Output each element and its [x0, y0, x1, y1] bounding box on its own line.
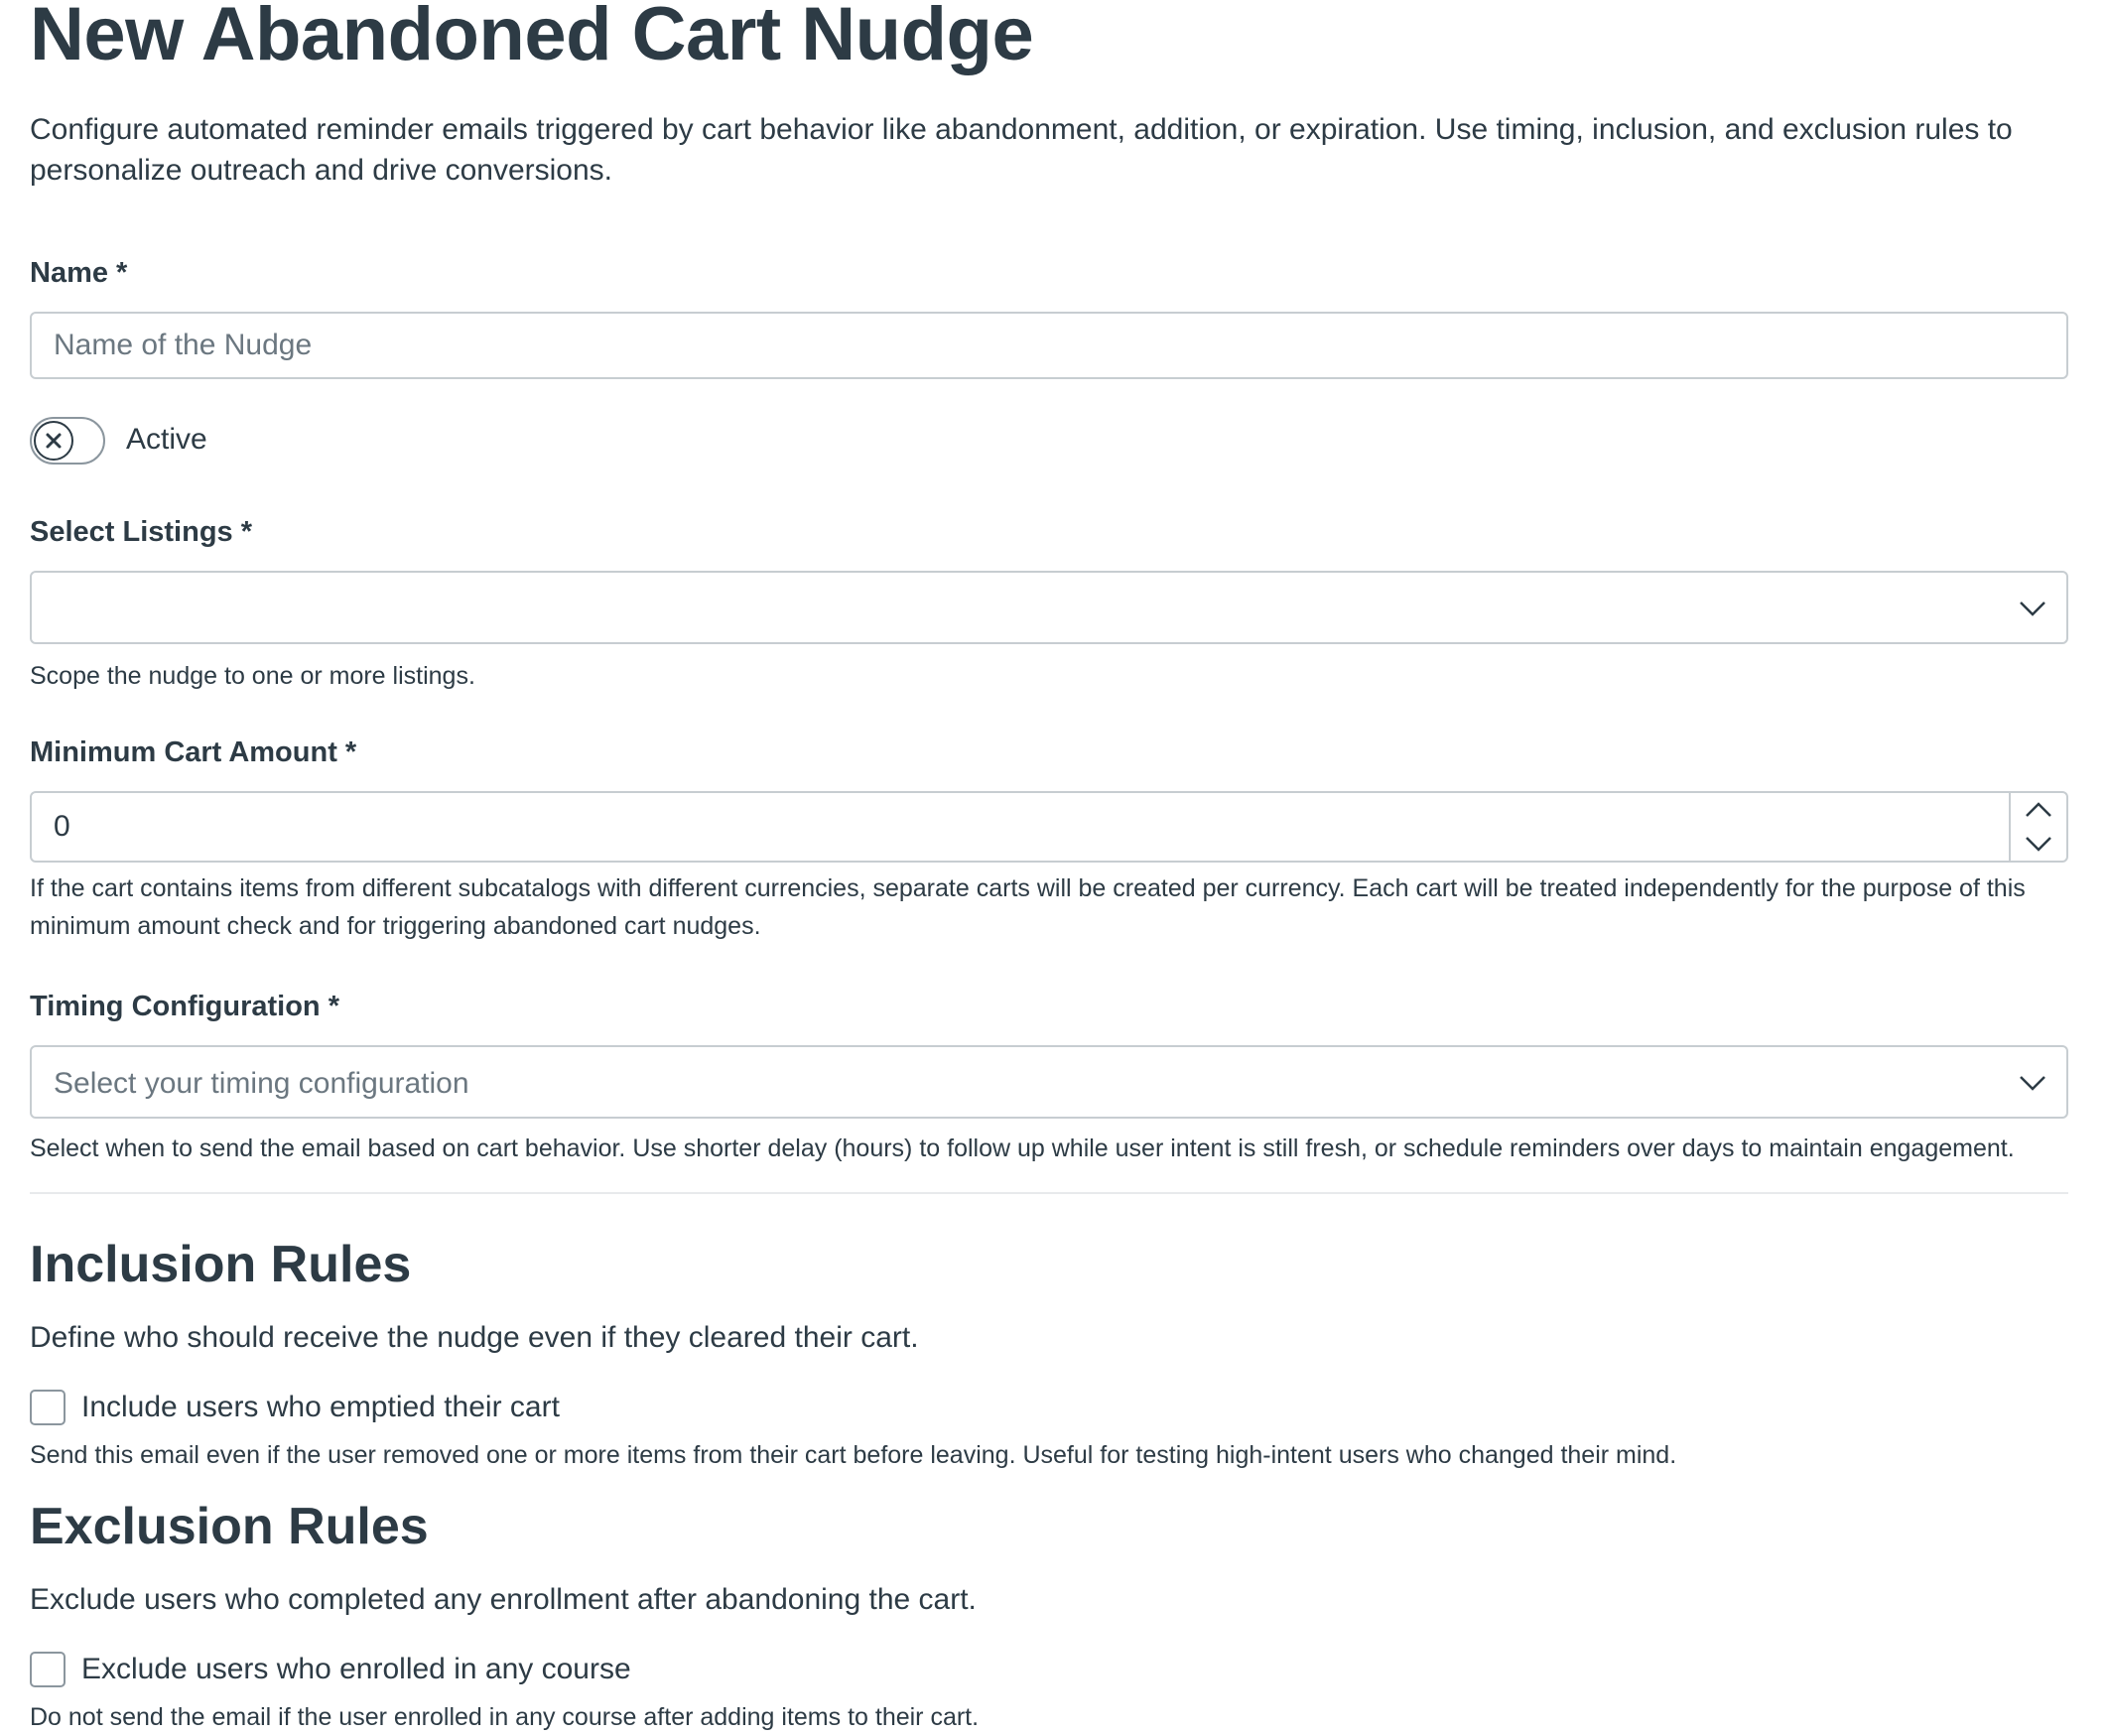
listings-select[interactable]	[30, 571, 2068, 644]
inclusion-description: Define who should receive the nudge even if they cleared their cart.	[30, 1321, 919, 1354]
timing-hint: Select when to send the email based on cart behavior. Use shorter delay (hours) to follow up while user intent is still fresh, or schedule reminders over days to maintain engagement.	[30, 1135, 2015, 1162]
name-input-placeholder: Name of the Nudge	[54, 329, 313, 361]
listings-label: Select Listings *	[30, 516, 253, 548]
exclusion-hint: Do not send the email if the user enrolled in any course after adding items to their cart.	[30, 1703, 980, 1731]
x-icon	[34, 421, 73, 461]
min-cart-label: Minimum Cart Amount *	[30, 736, 357, 768]
listings-hint: Scope the nudge to one or more listings.	[30, 662, 475, 690]
min-cart-input[interactable]	[30, 791, 2068, 863]
chevron-down-icon	[2025, 836, 2052, 852]
timing-select[interactable]	[30, 1045, 2068, 1119]
chevron-up-icon	[2025, 802, 2052, 818]
include-emptied-cart-label: Include users who emptied their cart	[81, 1391, 560, 1423]
inclusion-hint: Send this email even if the user removed one or more items from their cart before leaving. Useful for testing high-intent users who changed their mind.	[30, 1441, 1677, 1469]
section-divider	[30, 1192, 2068, 1194]
active-toggle[interactable]	[30, 417, 105, 465]
name-input[interactable]	[30, 312, 2068, 379]
timing-select-placeholder: Select your timing configuration	[54, 1067, 469, 1100]
min-cart-hint: If the cart contains items from different subcatalogs with different currencies, separate carts will be created per currency. Each cart will be treated independently for the purpose of this minimum amount check and for triggering abandoned cart nudges.	[30, 874, 2026, 940]
exclusion-description: Exclude users who completed any enrollment after abandoning the cart.	[30, 1583, 977, 1616]
chevron-down-icon	[2019, 601, 2046, 616]
chevron-down-icon	[2019, 1075, 2046, 1091]
page-title: New Abandoned Cart Nudge	[30, 0, 1034, 76]
active-toggle-label: Active	[126, 423, 207, 456]
quantity-stepper	[2009, 793, 2066, 861]
timing-label: Timing Configuration *	[30, 991, 339, 1022]
inclusion-heading: Inclusion Rules	[30, 1236, 412, 1293]
page-intro: Configure automated reminder emails triggered by cart behavior like abandonment, addition, or expiration. Use timing, inclusion, and exclusion rules to personalize outreach and drive conversions.	[30, 113, 2013, 187]
exclude-enrolled-checkbox[interactable]	[30, 1652, 66, 1687]
exclude-enrolled-label: Exclude users who enrolled in any course	[81, 1653, 631, 1685]
name-label: Name *	[30, 257, 128, 289]
decrement-button[interactable]	[2011, 827, 2066, 860]
exclusion-heading: Exclusion Rules	[30, 1498, 429, 1555]
increment-button[interactable]	[2011, 793, 2066, 826]
min-cart-value: 0	[54, 810, 70, 843]
include-emptied-cart-checkbox[interactable]	[30, 1390, 66, 1425]
